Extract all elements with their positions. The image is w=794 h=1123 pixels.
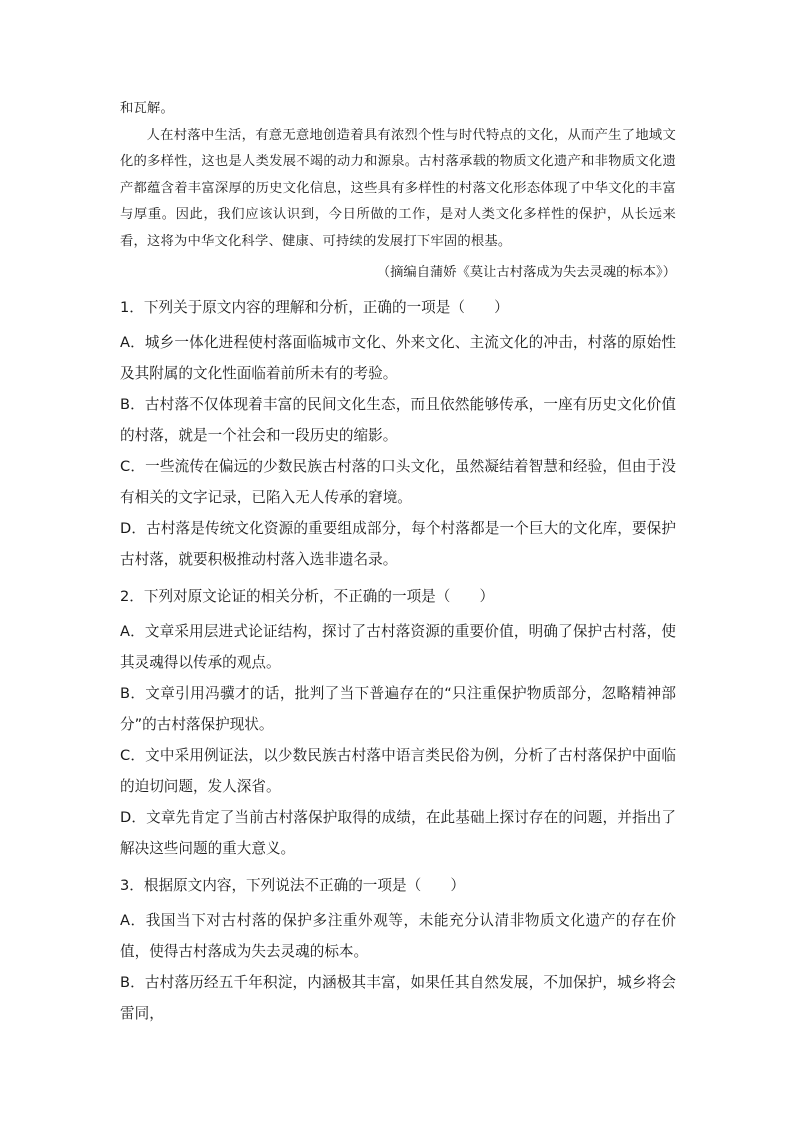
option-a: A．文章采用层进式论证结构，探讨了古村落资源的重要价值，明确了保护古村落，使其灵魂得以传承的观点。	[120, 623, 676, 672]
question-stem: 2．下列对原文论证的相关分析，不正确的一项是（ ）	[120, 588, 495, 606]
question-list	[120, 292, 676, 1029]
question-3	[120, 870, 676, 1029]
reading-passage	[120, 96, 676, 256]
question-stem: 1．下列关于原文内容的理解和分析，正确的一项是（ ）	[120, 299, 509, 317]
option-a: A．城乡一体化进程使村落面临城市文化、外来文化、主流文化的冲击，村落的原始性及其附属的文化性面临着前所未有的考验。	[120, 334, 676, 383]
question-1	[120, 292, 676, 575]
passage-continuation: 和瓦解。	[120, 101, 174, 116]
passage-paragraph: 人在村落中生活，有意无意地创造着具有浓烈个性与时代特点的文化，从而产生了地域文化的多样性，这也是人类发展不竭的动力和源泉。古村落承载的物质文化遗产和非物质文化遗产都蕴含着丰富深厚的历史文化信息，这些具有多样性的村落文化形态体现了中华文化的丰富与厚重。因此，我们应该认识到，今日所做的工作，是对人类文化多样性的保护，从长远来看，这将为中华文化科学、健康、可持续的发展打下牢固的根基。	[120, 127, 676, 249]
option-b: B．文章引用冯骥才的话，批判了当下普遍存在的“只注重保护物质部分，忽略精神部分”的古村落保护现状。	[120, 685, 676, 734]
option-d: D．古村落是传统文化资源的重要组成部分，每个村落都是一个巨大的文化库，要保护古村落，就要积极推动村落入选非遗名录。	[120, 520, 676, 569]
option-b: B．古村落不仅体现着丰富的民间文化生态，而且依然能够传承，一座有历史文化价值的村落，就是一个社会和一段历史的缩影。	[120, 396, 676, 445]
option-b: B．古村落历经五千年积淀，内涵极其丰富，如果任其自然发展，不加保护，城乡将会雷同，	[120, 974, 676, 1023]
option-c: C．一些流传在偏远的少数民族古村落的口头文化，虽然凝结着智慧和经验，但由于没有相关的文字记录，已陷入无人传承的窘境。	[120, 458, 676, 507]
document-page	[120, 96, 676, 1029]
option-d: D．文章先肯定了当前古村落保护取得的成绩，在此基础上探讨存在的问题，并指出了解决这些问题的重大意义。	[120, 809, 676, 858]
question-stem: 3．根据原文内容，下列说法不正确的一项是（ ）	[120, 877, 465, 895]
option-a: A．我国当下对古村落的保护多注重外观等，未能充分认清非物质文化遗产的存在价值，使得古村落成为失去灵魂的标本。	[120, 912, 676, 961]
option-c: C．文中采用例证法，以少数民族古村落中语言类民俗为例，分析了古村落保护中面临的迫切问题，发人深省。	[120, 747, 676, 796]
question-2	[120, 581, 676, 864]
passage-source: （摘编自蒲娇《莫让古村落成为失去灵魂的标本》）	[376, 264, 676, 280]
